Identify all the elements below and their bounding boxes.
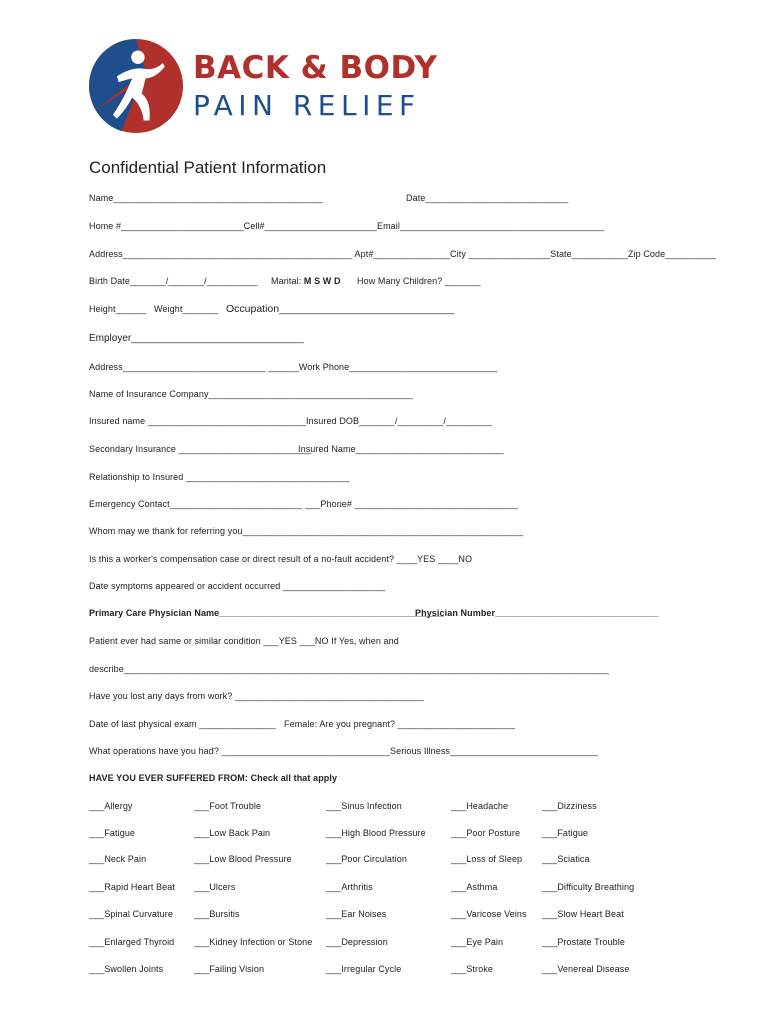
brand-name-line2: PAIN RELIEF: [193, 89, 421, 122]
workers-comp-field[interactable]: Is this a worker's compensation case or direct result of a no-fault accident? ____YES ____NO: [89, 554, 473, 564]
insured-name-field[interactable]: Insured name _______________________________: [89, 416, 307, 426]
marital-label: Marital:: [271, 276, 304, 286]
condition-checkbox-item[interactable]: ___Headache: [451, 801, 509, 811]
condition-checkbox-item[interactable]: ___Sciatica: [542, 854, 590, 864]
brand-name-line1: BACK & BODY: [193, 50, 438, 86]
condition-checkbox-item[interactable]: ___Arthritis: [326, 882, 373, 892]
same-condition-field[interactable]: Patient ever had same or similar condition ___YES ___NO If Yes, when and: [89, 636, 399, 646]
condition-checkbox-item[interactable]: ___Rapid Heart Beat: [89, 882, 175, 892]
physician-number-field[interactable]: Physician Number________________________________: [415, 608, 659, 618]
condition-checkbox-item[interactable]: ___Allergy: [89, 801, 133, 811]
condition-checkbox-item[interactable]: ___Slow Heart Beat: [542, 909, 624, 919]
birth-date-field[interactable]: Birth Date_______/_______/__________: [89, 276, 258, 286]
condition-checkbox-item[interactable]: ___Depression: [326, 937, 388, 947]
condition-checkbox-item[interactable]: ___Neck Pain: [89, 854, 147, 864]
condition-checkbox-item[interactable]: ___Spinal Curvature: [89, 909, 173, 919]
condition-checkbox-item[interactable]: ___Kidney Infection or Stone: [194, 937, 313, 947]
condition-checkbox-item[interactable]: ___Stroke: [451, 964, 493, 974]
children-field[interactable]: How Many Children? _______: [357, 276, 481, 286]
condition-checkbox-item[interactable]: ___Poor Posture: [451, 828, 521, 838]
condition-checkbox-item[interactable]: ___Prostate Trouble: [542, 937, 625, 947]
marital-options[interactable]: M S W D: [303, 276, 341, 286]
condition-checkbox-item[interactable]: ___Varicose Veins: [451, 909, 527, 919]
condition-checkbox-item[interactable]: ___Low Blood Pressure: [194, 854, 292, 864]
occupation-field[interactable]: Occupation______________________________: [226, 303, 455, 315]
condition-checkbox-item[interactable]: ___Poor Circulation: [326, 854, 407, 864]
conditions-heading: HAVE YOU EVER SUFFERED FROM: Check all that apply: [89, 773, 338, 783]
condition-checkbox-item[interactable]: ___Swollen Joints: [89, 964, 164, 974]
operations-field[interactable]: What operations have you had? _________________________________: [89, 746, 391, 756]
secondary-insured-name-field[interactable]: Insured Name_____________________________: [298, 444, 504, 454]
condition-checkbox-item[interactable]: ___Dizziness: [542, 801, 597, 811]
condition-checkbox-item[interactable]: ___High Blood Pressure: [326, 828, 426, 838]
condition-checkbox-item[interactable]: ___Difficulty Breathing: [542, 882, 635, 892]
form-title: Confidential Patient Information: [89, 158, 327, 177]
condition-checkbox-item[interactable]: ___Fatigue: [89, 828, 136, 838]
physician-name-field[interactable]: Primary Care Physician Name____________________________________________: [89, 608, 444, 618]
home-cell-email-field[interactable]: Home #________________________Cell#______________________Email________________________________________: [89, 221, 605, 231]
relationship-field[interactable]: Relationship to Insured ________________________________: [89, 472, 350, 482]
condition-checkbox-item[interactable]: ___Loss of Sleep: [451, 854, 523, 864]
last-exam-field[interactable]: Date of last physical exam _______________: [89, 719, 276, 729]
condition-checkbox-item[interactable]: ___Enlarged Thyroid: [89, 937, 175, 947]
emergency-contact-field[interactable]: Emergency Contact__________________________ ___Phone# ________________________________: [89, 499, 518, 509]
condition-checkbox-item[interactable]: ___Venereal Disease: [542, 964, 630, 974]
name-field[interactable]: Name_________________________________________: [89, 193, 323, 203]
employer-field[interactable]: Employer_______________________________: [89, 333, 304, 344]
condition-checkbox-item[interactable]: ___Sinus Infection: [326, 801, 402, 811]
condition-checkbox-item[interactable]: ___Foot Trouble: [194, 801, 262, 811]
condition-checkbox-item[interactable]: ___Bursitis: [194, 909, 240, 919]
secondary-insurance-field[interactable]: Secondary Insurance __________________________: [89, 444, 312, 454]
weight-field[interactable]: Weight_______: [154, 304, 219, 314]
serious-illness-field[interactable]: Serious Illness_____________________________: [390, 746, 599, 756]
height-field[interactable]: Height______: [89, 304, 147, 314]
describe-field[interactable]: describe_______________________________________________________________________________________________: [89, 664, 609, 674]
logo-icon: [88, 38, 184, 134]
condition-checkbox-item[interactable]: ___Ear Noises: [326, 909, 387, 919]
date-field[interactable]: Date____________________________: [406, 193, 569, 203]
days-lost-field[interactable]: Have you lost any days from work? _____________________________________: [89, 691, 424, 701]
insured-dob-field[interactable]: Insured DOB_______/_________/_________: [306, 416, 492, 426]
condition-checkbox-item[interactable]: ___Asthma: [451, 882, 498, 892]
employer-address-field[interactable]: Address____________________________ ______Work Phone_____________________________: [89, 362, 498, 372]
condition-checkbox-item[interactable]: ___Fatigue: [542, 828, 589, 838]
condition-checkbox-item[interactable]: ___Irregular Cycle: [326, 964, 402, 974]
condition-checkbox-item[interactable]: ___Low Back Pain: [194, 828, 271, 838]
condition-checkbox-item[interactable]: ___Eye Pain: [451, 937, 504, 947]
marital-status[interactable]: [271, 276, 341, 286]
symptoms-date-field[interactable]: Date symptoms appeared or accident occurred ____________________: [89, 581, 386, 591]
insurance-company-field[interactable]: Name of Insurance Company________________________________________: [89, 389, 413, 399]
pregnant-field[interactable]: Female: Are you pregnant? _______________________: [284, 719, 516, 729]
condition-checkbox-item[interactable]: ___Failing Vision: [194, 964, 265, 974]
referral-field[interactable]: Whom may we thank for referring you_______________________________________________________: [89, 526, 524, 536]
address-field[interactable]: Address_____________________________________________ Apt#_______________City ________________State___________Zip Code__________: [89, 249, 717, 259]
condition-checkbox-item[interactable]: ___Ulcers: [194, 882, 236, 892]
